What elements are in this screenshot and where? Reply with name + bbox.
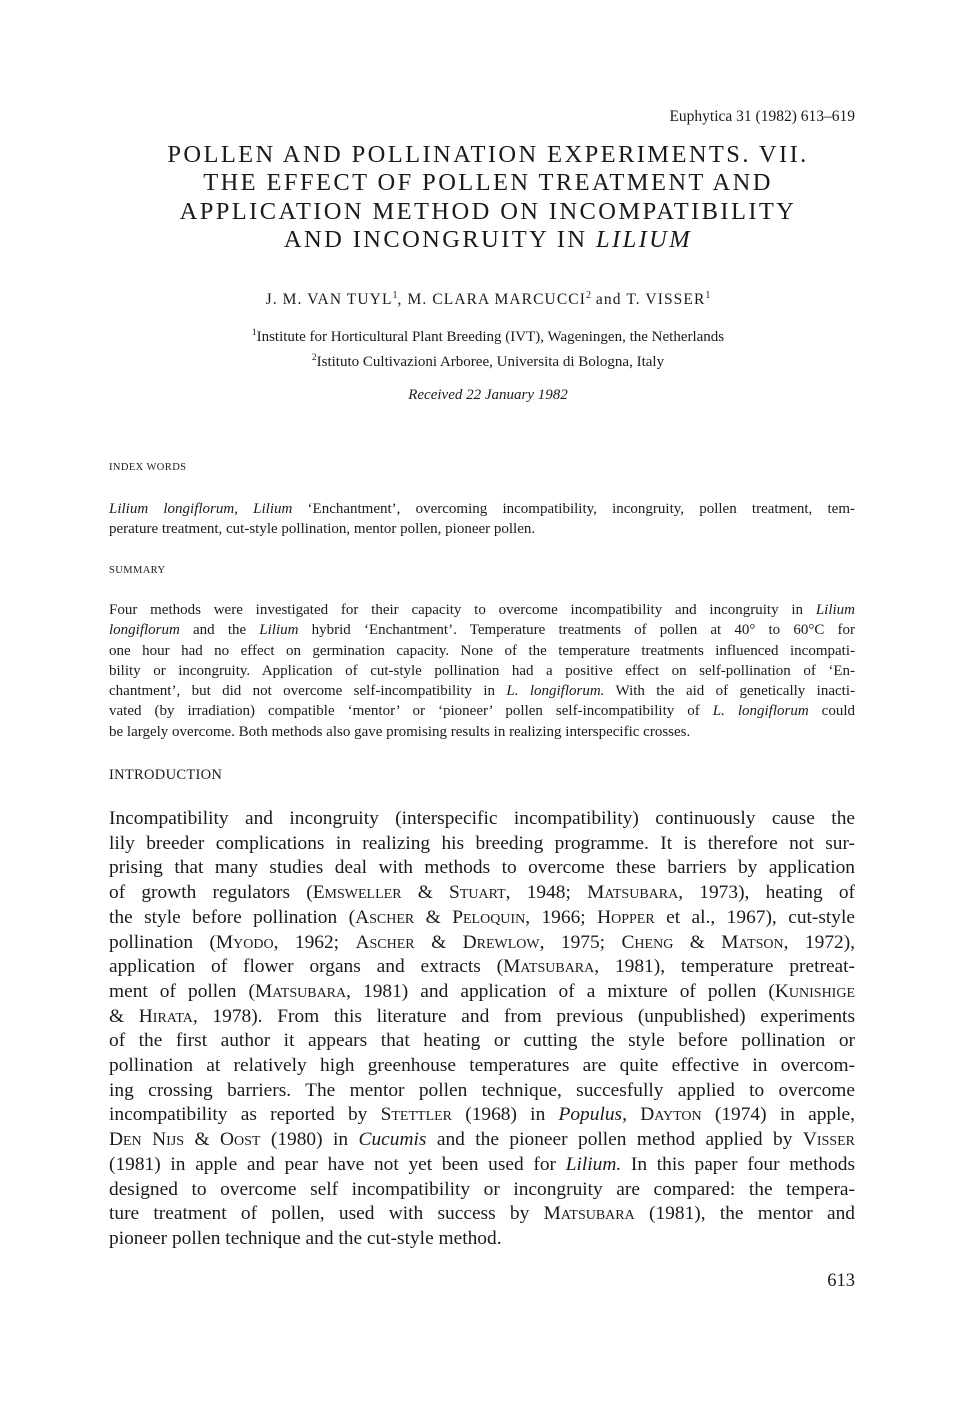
summary-text <box>109 600 855 742</box>
intro-line <box>109 931 855 956</box>
intro-segment: , 1975; <box>539 931 622 953</box>
intro-segment: of growth regulators ( <box>109 882 313 904</box>
intro-segment: , 1973), heating of <box>678 882 856 904</box>
citation-author: Ascher & Peloquin <box>355 906 526 928</box>
intro-line: designed to overcome self incompatibility or incongruity are compared: the tempera- <box>109 1178 855 1200</box>
citation-author: Emsweller & Stuart <box>312 882 506 904</box>
citation-author: Hirata <box>138 1005 193 1027</box>
genus-name: Populus, <box>558 1104 627 1126</box>
intro-line: ing crossing barriers. The mentor pollen technique, succesfully applied to overcome <box>109 1079 855 1101</box>
summary-segment: vated (by irradiation) compatible ‘mentor’ or ‘pioneer’ pollen self-incompatibility of <box>109 703 713 720</box>
intro-line: prising that many studies deal with methods to overcome these barriers by application <box>109 857 855 879</box>
summary-line: bility or incongruity. Application of cut-style pollination had a positive effect on self-pollination of ‘En- <box>109 662 855 679</box>
intro-segment: incompatibility as reported by <box>109 1104 381 1126</box>
affiliation-1-mark: 1 <box>251 328 257 338</box>
title-genus: LILIUM <box>596 225 693 253</box>
intro-segment: ture treatment of pollen, used with success by <box>109 1203 544 1225</box>
citation-author: Kunishige <box>774 980 855 1002</box>
summary-line <box>109 681 855 701</box>
affiliation-2-mark: 2 <box>311 352 317 363</box>
genus-name: Cucumis <box>358 1129 427 1151</box>
intro-segment: et al., 1967), cut-style <box>654 906 855 928</box>
intro-line <box>109 955 855 980</box>
citation-author: Ascher & Drewlow <box>355 931 540 953</box>
citation-author: Cheng & Matson <box>621 931 784 953</box>
intro-line <box>109 1128 855 1153</box>
intro-line: pollination at relatively high greenhouse temperatures are quite effective in overcom- <box>109 1055 855 1077</box>
intro-segment: In this paper four methods <box>621 1153 855 1175</box>
intro-segment: application of flower organs and extracts ( <box>109 956 504 978</box>
intro-line: pioneer pollen technique and the cut-style method. <box>109 1227 502 1249</box>
intro-segment: ment of pollen ( <box>109 980 255 1002</box>
summary-italic: Lilium <box>259 622 299 639</box>
summary-italic: Lilium <box>815 602 855 618</box>
paper-title <box>100 141 876 254</box>
title-line-4-text: AND INCONGRUITY IN <box>283 225 597 253</box>
intro-line: lily breeder complications in realizing his breeding programme. It is therefore not sur- <box>109 832 855 854</box>
title-line-3: APPLICATION METHOD ON INCOMPATIBILITY <box>179 197 797 225</box>
affiliations <box>100 323 876 372</box>
summary-segment: chantment’, but did not overcome self-incompatibility in <box>109 683 507 700</box>
intro-segment <box>627 1104 640 1125</box>
author-list <box>100 286 876 310</box>
intro-line <box>109 1153 855 1178</box>
author-2: M. CLARA MARCUCCI <box>407 291 586 309</box>
summary-italic: L. longiflorum <box>712 703 809 720</box>
affiliation-2-text: Istituto Cultivazioni Arboree, Universita di Bologna, Italy <box>316 353 665 370</box>
summary-segment: With the aid of genetically inacti- <box>604 683 855 700</box>
title-line-4 <box>284 226 692 253</box>
intro-line: of the first author it appears that heating or cutting the style before pollination or <box>109 1030 855 1052</box>
summary-segment: and the <box>179 622 260 639</box>
author-2-affiliation-mark: 2 <box>585 290 591 301</box>
citation-author: Dayton <box>640 1104 702 1126</box>
citation-author: Myodo <box>215 931 274 953</box>
summary-line <box>109 620 855 640</box>
intro-segment: , 1981), temperature pretreat- <box>594 956 855 978</box>
author-1: J. M. VAN TUYL <box>265 291 393 309</box>
intro-segment: pollination ( <box>109 931 216 953</box>
intro-segment: , 1962; <box>273 931 356 953</box>
title-line-2: THE EFFECT OF POLLEN TREATMENT AND <box>203 169 773 197</box>
journal-reference: Euphytica 31 (1982) 613–619 <box>669 108 855 125</box>
citation-author: Matsubara <box>254 980 347 1002</box>
index-words-line: perature treatment, cut-style pollination, mentor pollen, pioneer pollen. <box>109 521 536 538</box>
author-3: T. VISSER <box>626 291 706 309</box>
intro-segment: (1981) in apple and pear have not yet been used for <box>109 1153 566 1175</box>
intro-segment: the style before pollination ( <box>109 906 356 928</box>
affiliation-1-text: Institute for Horticultural Plant Breeding (IVT), Wageningen, the Netherlands <box>256 329 725 345</box>
intro-line: Incompatibility and incongruity (interspecific incompatibility) continuously cause the <box>109 808 855 829</box>
summary-segment: could <box>808 703 855 720</box>
intro-line <box>109 1005 855 1030</box>
genus-name: Lilium. <box>565 1153 622 1175</box>
author-separator: and <box>590 291 627 309</box>
citation-author: Matsubara <box>543 1203 635 1225</box>
citation-author: Matsubara <box>503 956 595 978</box>
affiliation-2 <box>100 348 876 373</box>
title-line-1: POLLEN AND POLLINATION EXPERIMENTS. VII. <box>167 141 809 168</box>
citation-author: Den Nijs & Oost <box>109 1129 261 1151</box>
author-1-affiliation-mark: 1 <box>392 290 398 301</box>
intro-line <box>109 881 855 906</box>
intro-line <box>109 906 855 931</box>
summary-line <box>109 701 855 721</box>
page-number: 613 <box>827 1271 855 1291</box>
intro-segment: and the pioneer pollen method applied by <box>426 1129 803 1151</box>
index-words-line <box>109 499 855 519</box>
intro-segment: , 1966; <box>525 906 598 928</box>
intro-line <box>109 1202 855 1227</box>
citation-author: Visser <box>802 1129 855 1151</box>
intro-segment: , 1972), <box>783 931 856 953</box>
index-words-heading: INDEX WORDS <box>109 462 187 473</box>
summary-italic: longiflorum <box>109 622 180 639</box>
summary-line: one hour had no effect on germination capacity. None of the temperature treatments influenced incompati- <box>109 642 855 659</box>
citation-author: Stettler <box>380 1104 453 1126</box>
intro-segment: & <box>109 1005 139 1027</box>
summary-segment: hybrid ‘Enchantment’. Temperature treatments of pollen at 40° to 60°C for <box>298 622 855 639</box>
citation-author: Hopper <box>597 906 655 928</box>
summary-italic: L. longiflorum. <box>506 683 605 700</box>
introduction-heading: INTRODUCTION <box>109 767 223 783</box>
index-words-segment: ‘Enchantment’, overcoming incompatibility, incongruity, pollen treatment, tem- <box>292 501 855 517</box>
intro-segment: (1968) in <box>452 1104 559 1126</box>
received-date: Received 22 January 1982 <box>408 387 568 403</box>
author-separator: , <box>397 291 408 309</box>
summary-segment: Four methods were investigated for their capacity to overcome incompatibility and incongruity in <box>109 602 816 618</box>
intro-segment: , 1978). From this literature and from previous (unpublished) experiments <box>192 1005 855 1027</box>
intro-segment: , 1948; <box>505 882 588 904</box>
affiliation-1 <box>100 323 876 348</box>
summary-line: be largely overcome. Both methods also gave promising results in realizing interspecific crosses. <box>109 723 691 740</box>
intro-line <box>109 980 855 1005</box>
summary-line <box>109 600 855 620</box>
summary-heading: SUMMARY <box>109 565 166 576</box>
index-words-text <box>109 499 855 540</box>
intro-segment: (1981), the mentor and <box>634 1203 856 1225</box>
introduction-text <box>109 807 855 1252</box>
intro-segment: (1980) in <box>260 1129 359 1151</box>
author-3-affiliation-mark: 1 <box>705 290 711 301</box>
intro-segment: (1974) in apple, <box>701 1104 855 1126</box>
intro-line <box>109 1103 855 1128</box>
citation-author: Matsubara <box>587 882 679 904</box>
index-words-italic: Lilium longiflorum, Lilium <box>109 501 293 517</box>
intro-segment: , 1981) and application of a mixture of pollen ( <box>346 980 775 1002</box>
